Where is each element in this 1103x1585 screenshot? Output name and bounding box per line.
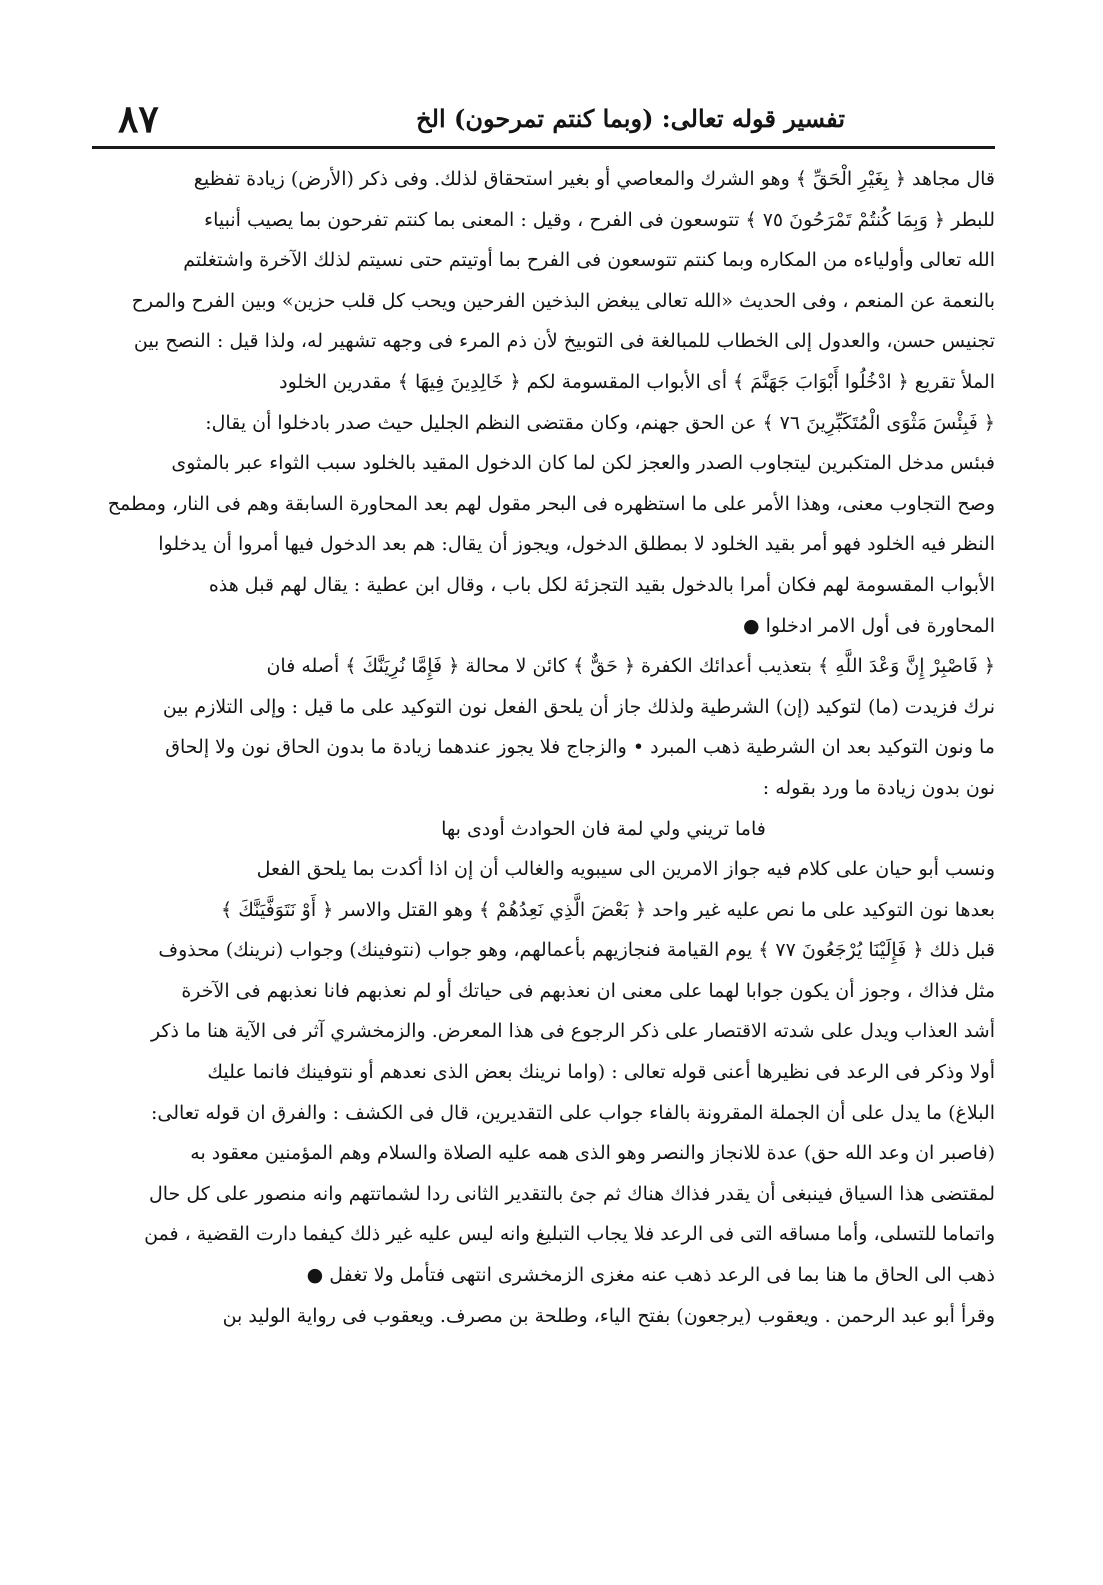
text-line: أشد العذاب ويدل على شدته الاقتصار على ذكر الرجوع فى هذا المعرض. والزمخشري آثر فى الآية هنا ما ذكر	[150, 1020, 995, 1043]
poetry-verse: فاما تريني ولي لمة فان الحوادث أودى بها	[441, 817, 766, 840]
text-line: النظر فيه الخلود فهو أمر بقيد الخلود لا بمطلق الدخول، ويجوز أن يقال: هم بعد الدخول فيها أمروا أن يدخلوا	[158, 533, 995, 556]
text-line: وقرأ أبو عبد الرحمن . ويعقوب (يرجعون) بفتح الياء، وطلحة بن مصرف. ويعقوب فى رواية الوليد بن	[222, 1304, 995, 1327]
text-line: أولا وذكر فى الرعد فى نظيرها أعنى قوله تعالى : (واما نرينك بعض الذى نعدهم أو نتوفينك فانما عليك	[207, 1061, 995, 1084]
text-line: واتماما للتسلى، وأما مساقه التى فى الرعد فلا يجاب التبليغ وانه ليس عليه غير ذلك كيفما دارت القضية ، فمن	[144, 1223, 995, 1246]
text-line: قال مجاهد ﴿ بِغَيْرِ الْحَقِّ ﴾ وهو الشرك والمعاصي أو بغير استحقاق لذلك. وفى ذكر (الأرض) زيادة تفظيع	[193, 168, 995, 190]
text-line: تجنيس حسن، والعدول إلى الخطاب للمبالغة فى التوبيخ لأن ذم المرء فى وجهه تشهير له، ولذا قيل : النصح بين	[133, 330, 995, 353]
body-text	[92, 159, 995, 1336]
text-line: الله تعالى وأولياءه من المكاره وبما كنتم تتوسعون فى الفرح بما أوتيتم حتى نسيتم لذلك الآخرة واشتغلتم	[183, 249, 995, 272]
text-line: (فاصبر ان وعد الله حق) عدة للانجاز والنصر وهو الذى همه عليه الصلاة والسلام وهم المؤمنين معقود به	[190, 1142, 995, 1165]
running-header	[92, 92, 995, 149]
text-line: ذهب الى الحاق ما هنا بما فى الرعد ذهب عنه مغزى الزمخشرى انتهى فتأمل ولا تغفل ●	[306, 1264, 995, 1287]
page-number: ٨٧	[118, 96, 159, 141]
text-line: بالنعمة عن المنعم ، وفى الحديث «الله تعالى يبغض البذخين الفرحين ويحب كل قلب حزين» وبين الفرح والمرح	[131, 289, 995, 312]
text-line: مثل فذاك ، وجوز أن يكون جوابا لهما على معنى ان نعذبهم فى حياتك أو لم نعذبهم فانا نعذبهم فى الآخرة	[181, 979, 995, 1002]
running-title: تفسير قوله تعالى: (وبما كنتم تمرحون) الخ	[416, 104, 845, 133]
text-line: قبل ذلك ﴿ فَإِلَيْنَا يُرْجَعُونَ ٧٧ ﴾ يوم القيامة فنجازيهم بأعمالهم، وهو جواب (نتوفينك) وجواب (نرينك) محذوف	[158, 939, 995, 962]
text-line: البلاغ) ما يدل على أن الجملة المقرونة بالفاء جواب على التقديرين، قال فى الكشف : والفرق ان قوله تعالى:	[151, 1101, 995, 1124]
text-line: نون بدون زيادة ما ورد بقوله :	[762, 776, 995, 799]
text-line: لمقتضى هذا السياق فينبغى أن يقدر فذاك هناك ثم جئ بالتقدير الثانى ردا لشماتتهم وانه منصور على كل حال	[148, 1182, 995, 1205]
text-line: ﴿ فَبِئْسَ مَثْوَى الْمُتَكَبِّرِينَ ٧٦ ﴾ عن الحق جهنم، وكان مقتضى النظم الجليل حيث صدر بادخلوا أن يقال:	[205, 411, 995, 434]
text-line: نرك فزيدت (ما) لتوكيد (إن) الشرطية ولذلك جاز أن يلحق الفعل نون التوكيد على ما قيل : وإلى التلازم بين	[162, 695, 995, 718]
text-line: للبطر ﴿ وَبِمَا كُنتُمْ تَمْرَحُونَ ٧٥ ﴾ تتوسعون فى الفرح ، وقيل : المعنى بما كنتم تفرحون بما يصيب أنبياء	[204, 208, 995, 231]
text-line: وصح التجاوب معنى، وهذا الأمر على ما استظهره فى البحر مقول لهم بعد المحاورة السابقة وهم فى النار، ومطمح	[107, 492, 995, 515]
text-line: ما ونون التوكيد بعد ان الشرطية ذهب المبرد • والزجاج فلا يجوز عندهما زيادة ما بدون الحاق نون ولا إلحاق	[165, 736, 995, 759]
text-line: الملأ تقريع ﴿ ادْخُلُوا أَبْوَابَ جَهَنَّمَ ﴾ أى الأبواب المقسومة لكم ﴿ خَالِدِينَ فِيهَا ﴾ مقدرين الخلود	[279, 370, 995, 393]
text-line: بعدها نون التوكيد على ما نص عليه غير واحد ﴿ بَعْضَ الَّذِي نَعِدُهُمْ ﴾ وهو القتل والاسر ﴿ أَوْ نَتَوَفَّيَنَّكَ ﴾	[221, 898, 995, 921]
text-line: المحاورة فى أول الامر ادخلوا ●	[742, 614, 995, 637]
text-line: ﴿ فَاصْبِرْ إِنَّ وَعْدَ اللَّهِ ﴾ بتعذيب أعدائك الكفرة ﴿ حَقٌّ ﴾ كائن لا محالة ﴿ فَإِمَّا نُرِيَنَّكَ ﴾ أصله فان	[266, 655, 995, 678]
text-line: الأبواب المقسومة لهم فكان أمرا بالدخول بقيد التجزئة لكل باب ، وقال ابن عطية : يقال لهم قبل هذه	[208, 573, 995, 596]
text-line: فبئس مدخل المتكبرين ليتجاوب الصدر والعجز لكن لما كان الدخول المقيد بالخلود سبب الثواء عبر بالمثوى	[171, 452, 995, 475]
text-line: ونسب أبو حيان على كلام فيه جواز الامرين الى سيبويه والغالب أن إن اذا أكدت بما يلحق الفعل	[256, 858, 995, 881]
